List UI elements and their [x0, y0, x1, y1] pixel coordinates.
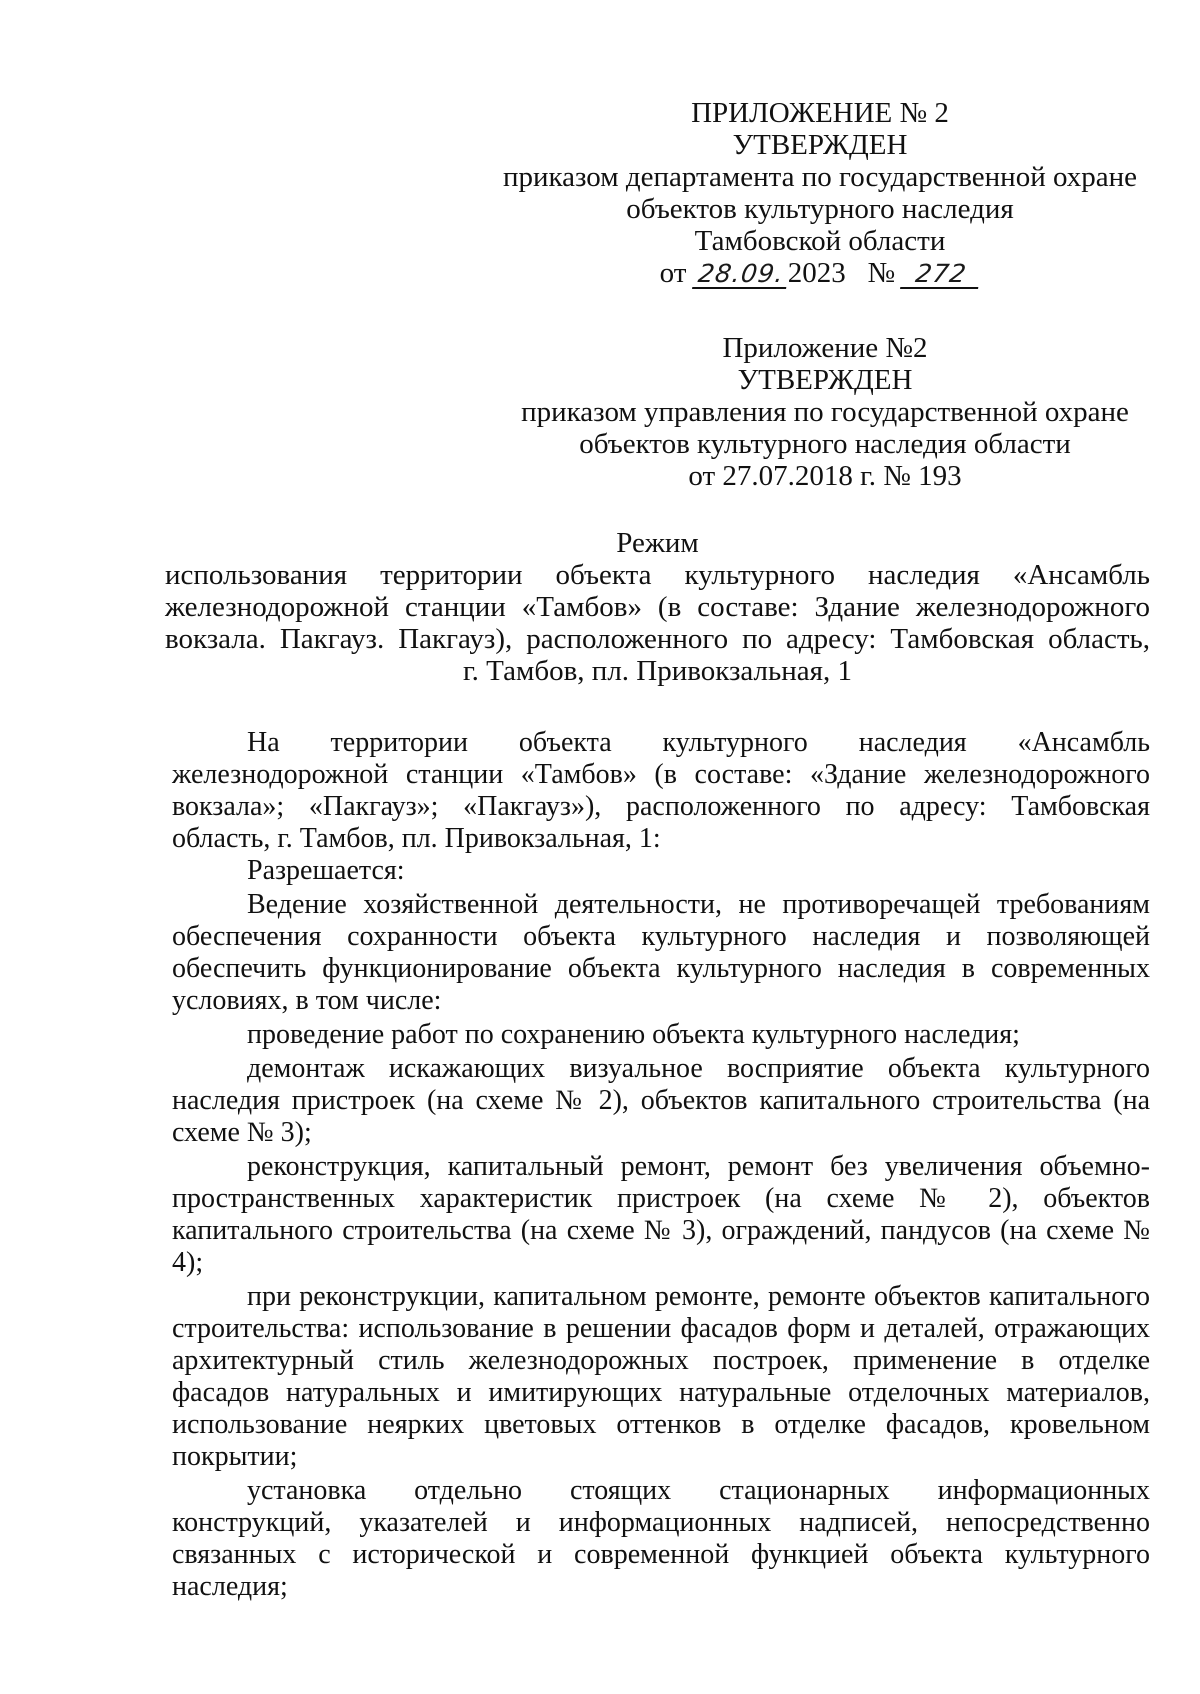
order-issuer-line: Тамбовской области	[694, 225, 946, 257]
order-year: 2023	[787, 257, 846, 289]
order-issuer-line: объектов культурного наследия области	[579, 428, 1071, 460]
appendix-number: ПРИЛОЖЕНИЕ № 2	[691, 97, 949, 129]
regime-title	[165, 527, 1150, 687]
paragraph: установка отдельно стоящих стационарных информационных конструкций, указателей и информационных надписей, непосредственно связанных с исторической и современной функцией объекта культурного наследия;	[172, 1475, 1150, 1602]
handwritten-order-number: 272	[900, 261, 982, 289]
permitted-heading: Разрешается:	[247, 855, 405, 886]
order-date-line: от 27.07.2018 г. № 193	[688, 460, 962, 492]
intro-paragraph	[172, 727, 1150, 855]
title-line: использования территории объекта культурного наследия «Ансамбль	[165, 559, 1150, 591]
title-line: железнодорожной станции «Тамбов» (в составе: Здание железнодорожного	[165, 591, 1150, 623]
date-prefix: от	[659, 257, 687, 289]
paragraph: при реконструкции, капитальном ремонте, ремонте объектов капитального строительства: использование в решении фасадов форм и деталей, отражающих архитектурный стиль железнодорожных построек, применение в отделке фасадов натуральных и имитирующих натуральные отделочных материалов, использование неярких цветовых оттенков в отделке фасадов, кровельном покрытии;	[172, 1281, 1150, 1472]
approval-block-current	[490, 97, 1150, 289]
paragraph-line: область, г. Тамбов, пл. Привокзальная, 1:	[172, 823, 661, 854]
paragraph-line: железнодорожной станции «Тамбов» (в составе: «Здание железнодорожного	[172, 759, 1150, 790]
title-line: вокзала. Пакгауз. Пакгауз), расположенного по адресу: Тамбовская область,	[165, 623, 1150, 655]
approved-label: УТВЕРЖДЕН	[737, 364, 913, 396]
title-line: г. Тамбов, пл. Привокзальная, 1	[463, 655, 852, 687]
handwritten-date: 28.09.	[692, 261, 790, 289]
number-sign: №	[867, 257, 896, 289]
document-body	[172, 727, 1150, 1605]
paragraph-line: На территории объекта культурного наследия «Ансамбль	[247, 727, 1150, 758]
order-issuer-line: объектов культурного наследия	[626, 193, 1014, 225]
order-issuer-line: приказом департамента по государственной охране	[502, 161, 1138, 193]
paragraph: реконструкция, капитальный ремонт, ремонт без увеличения объемно-пространственных характеристик пристроек (на схеме № 2), объектов капитального строительства (на схеме № 3), ограждений, пандусов (на схеме № 4);	[172, 1151, 1150, 1278]
title-heading: Режим	[616, 527, 699, 559]
paragraph-line: вокзала»; «Пакгауз»; «Пакгауз»), расположенного по адресу: Тамбовская	[172, 791, 1150, 822]
paragraph: демонтаж искажающих визуальное восприятие объекта культурного наследия пристроек (на схеме № 2), объектов капитального строительства (на схеме № 3);	[172, 1053, 1150, 1148]
order-issuer-line: приказом управления по государственной охране	[521, 396, 1129, 428]
order-date-line	[660, 257, 981, 289]
appendix-number: Приложение №2	[722, 332, 928, 364]
paragraph: проведение работ по сохранению объекта культурного наследия;	[247, 1019, 1020, 1050]
approval-block-previous	[510, 332, 1140, 492]
paragraph: Ведение хозяйственной деятельности, не противоречащей требованиям обеспечения сохранности объекта культурного наследия и позволяющей обеспечить функционирование объекта культурного наследия в современных условиях, в том числе:	[172, 889, 1150, 1016]
approved-label: УТВЕРЖДЕН	[732, 129, 908, 161]
